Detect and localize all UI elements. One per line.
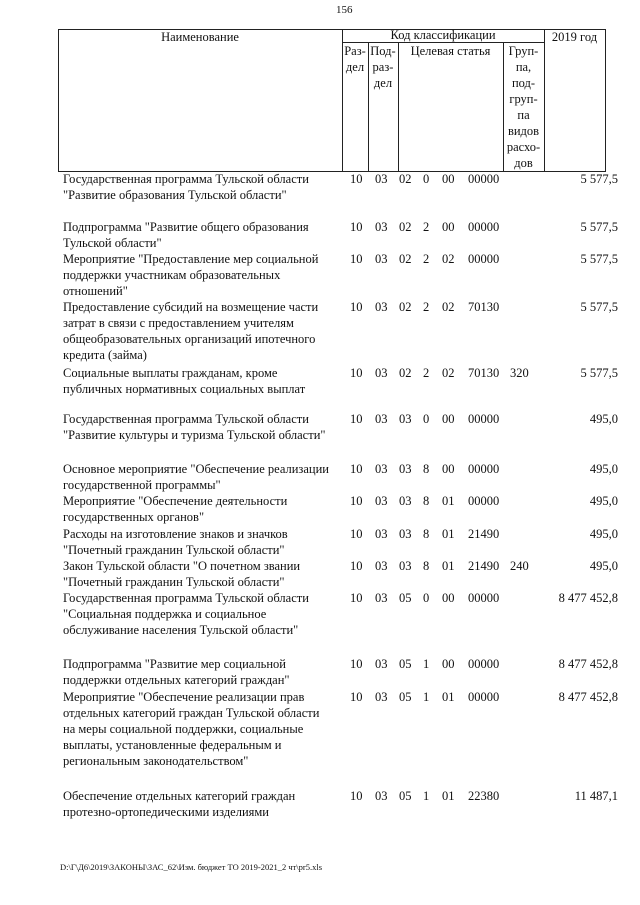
row-expense-group: 240: [510, 559, 529, 573]
row-target-direction: 70130: [468, 366, 500, 380]
row-target-event: 02: [442, 366, 455, 380]
row-section: 10: [350, 462, 363, 476]
row-amount: 495,0: [589, 462, 618, 476]
row-name: Подпрограмма "Развитие общего образования Тульской области": [63, 220, 309, 250]
row-amount: 8 477 452,8: [558, 657, 618, 671]
row-subsection: 03: [375, 412, 388, 426]
row-section: 10: [350, 591, 363, 605]
row-target-direction: 00000: [468, 220, 500, 234]
row-target-event: 01: [442, 789, 455, 803]
row-target-subprogram: 2: [423, 366, 430, 380]
row-target-direction: 70130: [468, 300, 500, 314]
row-name: Предоставление субсидий на возмещение части затрат в связи с предоставлением учителям общеобразовательных организаций ипотечного кредита (займа): [63, 300, 319, 362]
row-target-direction: 00000: [468, 412, 500, 426]
row-target-direction: 00000: [468, 252, 500, 266]
row-target-program: 02: [399, 220, 412, 234]
header-section: Раз- дел: [344, 44, 366, 74]
row-subsection: 03: [375, 657, 388, 671]
row-amount: 495,0: [589, 559, 618, 573]
row-subsection: 03: [375, 252, 388, 266]
row-section: 10: [350, 300, 363, 314]
row-section: 10: [350, 220, 363, 234]
row-target-program: 05: [399, 657, 412, 671]
row-target-subprogram: 1: [423, 690, 430, 704]
row-target-event: 01: [442, 690, 455, 704]
row-target-subprogram: 2: [423, 300, 430, 314]
row-target-event: 00: [442, 591, 455, 605]
row-target-subprogram: 1: [423, 789, 430, 803]
row-amount: 8 477 452,8: [558, 690, 618, 704]
row-target-event: 00: [442, 462, 455, 476]
row-name: Основное мероприятие "Обеспечение реализации государственной программы": [63, 462, 329, 492]
row-target-subprogram: 0: [423, 591, 430, 605]
row-amount: 5 577,5: [580, 220, 618, 234]
row-target-event: 01: [442, 494, 455, 508]
row-subsection: 03: [375, 366, 388, 380]
row-amount: 5 577,5: [580, 172, 618, 186]
row-target-event: 02: [442, 300, 455, 314]
file-path-footer: D:\Г\Д6\2019\ЗАКОНЫ\ЗАС_62\Изм. бюджет ТО 2019-2021_2 чт\pr5.xls: [60, 862, 323, 872]
header-subsection: Под- раз- дел: [370, 44, 396, 90]
row-name: Государственная программа Тульской области "Социальная поддержка и социальное обслуживание населения Тульской области": [63, 591, 309, 637]
row-target-subprogram: 0: [423, 172, 430, 186]
row-target-event: 00: [442, 172, 455, 186]
row-section: 10: [350, 690, 363, 704]
row-name: Государственная программа Тульской области "Развитие образования Тульской области": [63, 172, 309, 202]
row-section: 10: [350, 494, 363, 508]
row-target-event: 00: [442, 220, 455, 234]
row-section: 10: [350, 559, 363, 573]
row-target-direction: 22380: [468, 789, 500, 803]
row-target-program: 03: [399, 494, 412, 508]
row-amount: 8 477 452,8: [558, 591, 618, 605]
header-expense-group: Груп- па, под- груп- па видов расхо- дов: [506, 44, 541, 170]
row-target-subprogram: 8: [423, 462, 430, 476]
row-subsection: 03: [375, 220, 388, 234]
page-number: 156: [336, 4, 353, 16]
row-name: Расходы на изготовление знаков и значков "Почетный гражданин Тульской области": [63, 527, 288, 557]
row-amount: 495,0: [589, 494, 618, 508]
row-name: Мероприятие "Предоставление мер социальной поддержки участникам образовательных отношений": [63, 252, 319, 298]
row-target-direction: 21490: [468, 527, 500, 541]
row-subsection: 03: [375, 690, 388, 704]
row-target-subprogram: 2: [423, 220, 430, 234]
row-section: 10: [350, 366, 363, 380]
row-target-subprogram: 8: [423, 527, 430, 541]
row-name: Подпрограмма "Развитие мер социальной поддержки отдельных категорий граждан": [63, 657, 290, 687]
row-target-program: 02: [399, 172, 412, 186]
row-target-direction: 21490: [468, 559, 500, 573]
row-name: Социальные выплаты гражданам, кроме публичных нормативных социальных выплат: [63, 366, 306, 396]
row-target-subprogram: 8: [423, 494, 430, 508]
row-target-event: 01: [442, 559, 455, 573]
row-target-program: 02: [399, 366, 412, 380]
row-target-event: 01: [442, 527, 455, 541]
row-section: 10: [350, 412, 363, 426]
row-target-program: 05: [399, 690, 412, 704]
row-section: 10: [350, 527, 363, 541]
row-section: 10: [350, 789, 363, 803]
row-subsection: 03: [375, 591, 388, 605]
row-amount: 11 487,1: [574, 789, 618, 803]
row-name: Мероприятие "Обеспечение деятельности государственных органов": [63, 494, 288, 524]
row-target-direction: 00000: [468, 462, 500, 476]
row-target-subprogram: 8: [423, 559, 430, 573]
header-target-item: Целевая статья: [410, 44, 491, 58]
row-subsection: 03: [375, 559, 388, 573]
row-amount: 5 577,5: [580, 300, 618, 314]
row-expense-group: 320: [510, 366, 529, 380]
row-name: Мероприятие "Обеспечение реализации прав отдельных категорий граждан Тульской области на меры социальной поддержки, социальные выплаты, установленные федеральным и региональным законодательством": [63, 690, 320, 768]
row-target-program: 02: [399, 300, 412, 314]
row-target-direction: 00000: [468, 591, 500, 605]
row-subsection: 03: [375, 172, 388, 186]
row-target-subprogram: 1: [423, 657, 430, 671]
header-year: 2019 год: [551, 30, 598, 44]
header-name: Наименование: [161, 30, 239, 44]
row-target-event: 00: [442, 657, 455, 671]
row-target-program: 03: [399, 559, 412, 573]
row-amount: 5 577,5: [580, 252, 618, 266]
row-target-program: 02: [399, 252, 412, 266]
row-subsection: 03: [375, 494, 388, 508]
row-target-program: 05: [399, 789, 412, 803]
row-amount: 5 577,5: [580, 366, 618, 380]
row-target-program: 03: [399, 462, 412, 476]
row-subsection: 03: [375, 527, 388, 541]
row-subsection: 03: [375, 462, 388, 476]
row-name: Государственная программа Тульской области "Развитие культуры и туризма Тульской области": [63, 412, 326, 442]
row-target-program: 03: [399, 412, 412, 426]
row-target-program: 03: [399, 527, 412, 541]
header-code-classification: Код классификации: [390, 28, 496, 42]
row-name: Обеспечение отдельных категорий граждан протезно-ортопедическими изделиями: [63, 789, 296, 819]
row-amount: 495,0: [589, 412, 618, 426]
row-name: Закон Тульской области "О почетном звании "Почетный гражданин Тульской области": [63, 559, 301, 589]
row-target-direction: 00000: [468, 657, 500, 671]
row-section: 10: [350, 172, 363, 186]
row-subsection: 03: [375, 300, 388, 314]
row-target-direction: 00000: [468, 494, 500, 508]
row-subsection: 03: [375, 789, 388, 803]
row-target-direction: 00000: [468, 172, 500, 186]
row-section: 10: [350, 657, 363, 671]
row-target-subprogram: 0: [423, 412, 430, 426]
row-target-subprogram: 2: [423, 252, 430, 266]
row-target-direction: 00000: [468, 690, 500, 704]
row-target-event: 02: [442, 252, 455, 266]
row-target-event: 00: [442, 412, 455, 426]
row-target-program: 05: [399, 591, 412, 605]
row-amount: 495,0: [589, 527, 618, 541]
row-section: 10: [350, 252, 363, 266]
